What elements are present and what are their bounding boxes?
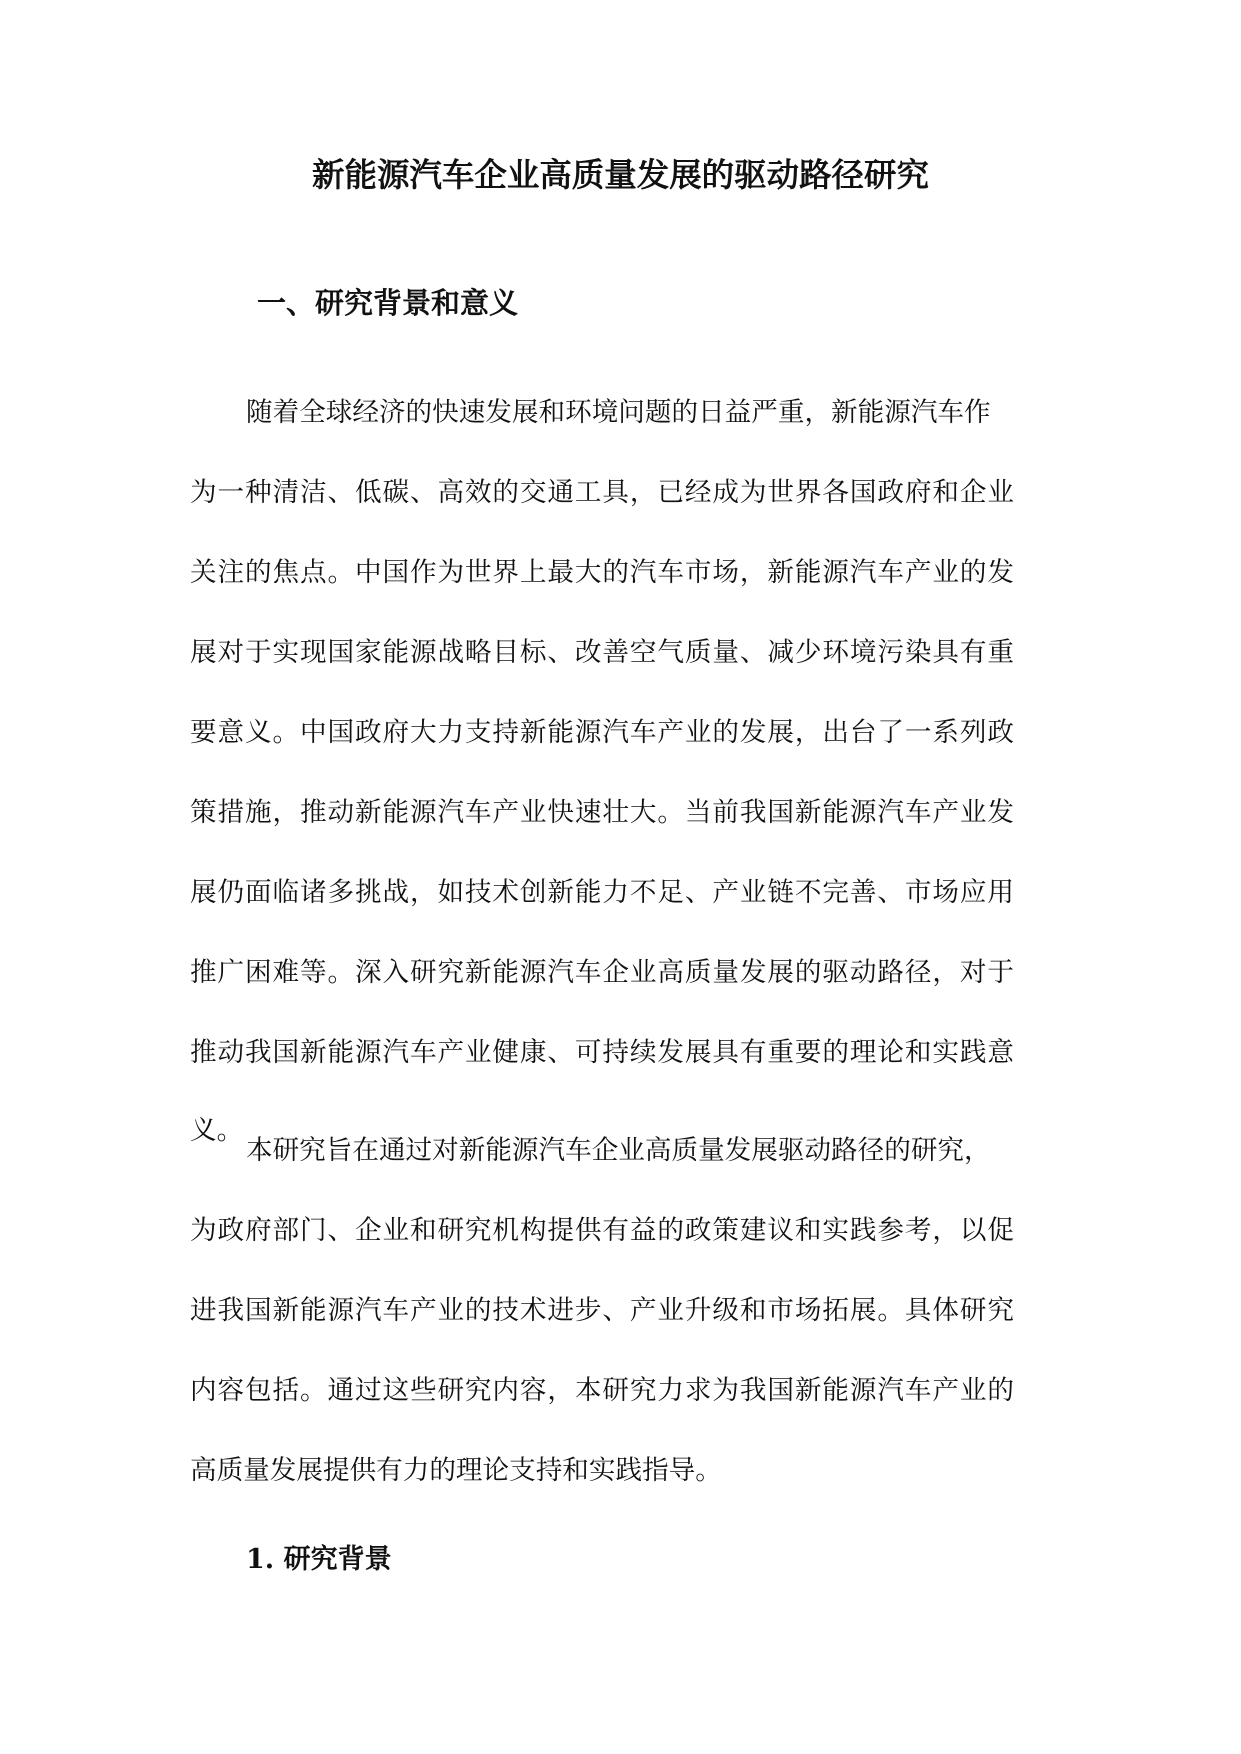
- section-heading-background-significance: 一、研究背景和意义: [257, 286, 519, 320]
- paragraph-line: 策措施，推动新能源汽车产业快速壮大。当前我国新能源汽车产业发: [190, 797, 1015, 828]
- paragraph-line: 要意义。中国政府大力支持新能源汽车产业的发展，出台了一系列政: [190, 717, 1015, 748]
- paragraph-line: 随着全球经济的快速发展和环境问题的日益严重，新能源汽车作: [246, 397, 991, 428]
- paragraph-line: 为一种清洁、低碳、高效的交通工具，已经成为世界各国政府和企业: [190, 477, 1015, 508]
- paragraph-line: 推动我国新能源汽车产业健康、可持续发展具有重要的理论和实践意: [190, 1037, 1015, 1068]
- subsection-heading-research-background: 1. 研究背景: [246, 1544, 392, 1575]
- paragraph-line: 义。: [190, 1115, 244, 1146]
- paragraph-line: 本研究旨在通过对新能源汽车企业高质量发展驱动路径的研究，: [246, 1135, 991, 1166]
- paragraph-line: 推广困难等。深入研究新能源汽车企业高质量发展的驱动路径，对于: [190, 957, 1015, 988]
- paragraph-line: 展对于实现国家能源战略目标、改善空气质量、减少环境污染具有重: [190, 637, 1015, 668]
- paragraph-line: 内容包括。通过这些研究内容，本研究力求为我国新能源汽车产业的: [190, 1375, 1015, 1406]
- document-title: 新能源汽车企业高质量发展的驱动路径研究: [312, 156, 929, 194]
- paragraph-line: 进我国新能源汽车产业的技术进步、产业升级和市场拓展。具体研究: [190, 1295, 1015, 1326]
- paragraph-line: 为政府部门、企业和研究机构提供有益的政策建议和实践参考，以促: [190, 1215, 1015, 1246]
- paragraph-line: 高质量发展提供有力的理论支持和实践指导。: [190, 1455, 722, 1486]
- paragraph-line: 关注的焦点。中国作为世界上最大的汽车市场，新能源汽车产业的发: [190, 557, 1015, 588]
- paragraph-line: 展仍面临诸多挑战，如技术创新能力不足、产业链不完善、市场应用: [190, 877, 1015, 908]
